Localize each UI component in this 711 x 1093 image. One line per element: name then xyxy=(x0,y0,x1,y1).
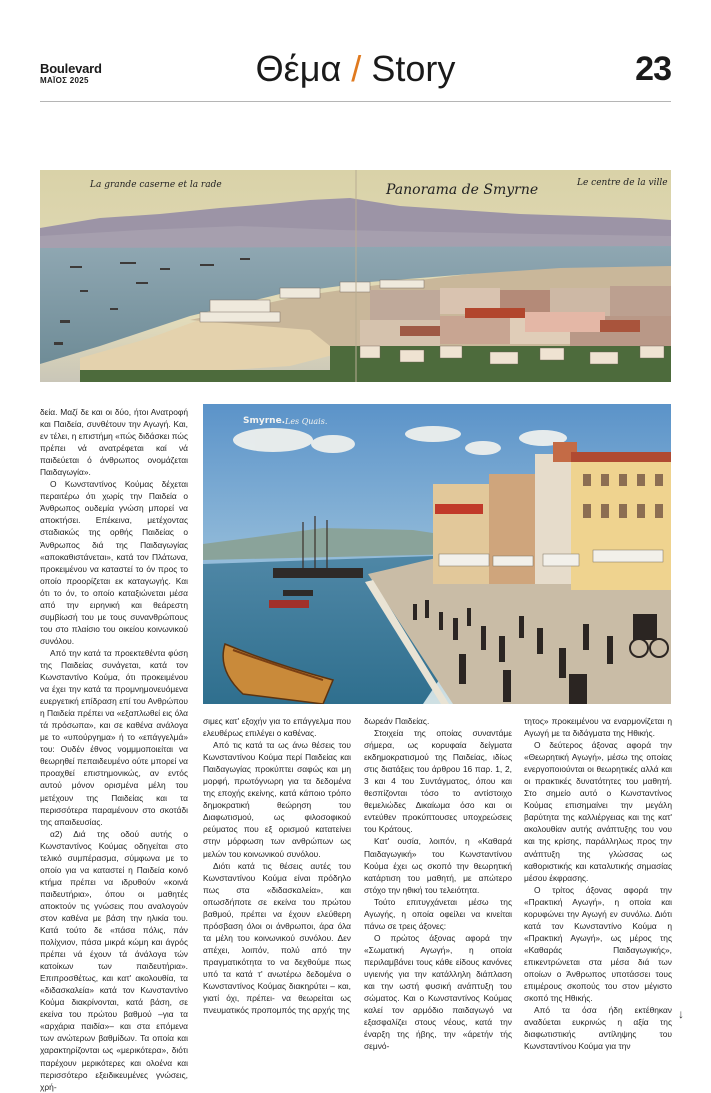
paragraph: τητος» προκειμένου να εναρμονίζεται η Αγωγή με τα διδάγματα της Ηθικής. xyxy=(524,716,672,739)
page-number: 23 xyxy=(635,50,671,88)
panorama-postcard-image xyxy=(40,170,671,382)
paragraph: Τούτο επιτυγχάνεται μέσω της Αγωγής, η οποία οφείλει να κινείται πάνω σε τρεις άξονες: xyxy=(364,896,512,931)
magazine-brand: Boulevard xyxy=(40,61,102,76)
paragraph: Ο δεύτερος άξονας αφορά την «Θεωρητική Αγωγή», μέσω της οποίας ενεργοποιούνται οι θεωρητικές αλλά και οι πρακτικές δυνατότητες του μαθητή. Στο σημείο αυτό ο Κωνσταντίνος Κούμας επισημαίνει την μεγάλη βαρύτητα της καλλιέργειας και της κατ' ακολουθίαν αυτής ανάπτυξης του νου και της κρίσης, παράλληλως προς την ανάπτυξη της γλώσσας ως καθοριστικής και καταλυτικής σημασίας μέσου έκφρασης. xyxy=(524,740,672,883)
article-column-1 xyxy=(40,406,188,1093)
paragraph: Ο Κωνσταντίνος Κούμας δέχεται περαιτέρω ότι χωρίς την Παιδεία ο Άνθρωπος ουδεμία γνώση μπορεί να αποκτήσει. Επέκεινα, μετέχοντας σταδιακώς της ορθής Παιδείας ο Άνθρωπος διά της Παιδαγωγίας «αποκαθιστάνεται», κατά τον Πλάτωνα, προκειμένου να καταστεί το όν προς το οποίο προορίζεται εκ καταγωγής. Και ότι το όν, το οποίο καταξιώνεται μέσα από την ειρηνική και θεάρεστη συμβίωσή του με τους συνανθρώπους του στο πλαίσιο του οικείου κοινωνικού συνόλου. xyxy=(40,479,188,646)
page-header xyxy=(0,0,711,100)
paragraph: σιμες κατ' εξοχήν για το επάγγελμα που ελευθέρως επιλέγει ο καθένας. xyxy=(203,716,351,739)
article-column-3 xyxy=(364,715,512,1052)
paragraph: α2) Διά της οδού αυτής ο Κωνσταντίνος Κούμας οδηγείται στο τελικό συμπέρασμα, σύμφωνα με το οποίο για να καταστεί η Παιδεία κοινό κτήμα πρέπει να ιδρυθούν «κοινά παιδευτήρια», όπου οι μαθητές αποκτούν τις γνώσεις που αναλογούν στον καθένα με βάση την ηλικία του. Κατά τούτο δε «πάσα πόλις, πάν πολίχνιον, πάσα μικρά κώμη και άγρός πρέπει νά έχουν τά άνάλογα τών κατοίκων των παιδευτήρια». Επιπροσθέτως, και κατ' ακολουθία, τα «διδασκαλεία» κατά τον Κωνσταντίνο Κούμα διακρίνονται, κατά βάση, σε εκείνα του πρώτου βαθμού –για τα «αρχάρια παιδία»– και στα επόμενα των ανώτερων βαθμίδων. Τα οποία και χαρακτηρίζονται ως «μερικότερα», διότι παρέχουν μερικότερες και ολοένα και περισσότερο εξειδικευμένες γνώσεις, χρή- xyxy=(40,828,188,1092)
paragraph: Από την κατά τα προεκτεθέντα φύση της Παιδείας συνάγεται, κατά τον Κωνσταντίνο Κούμα, ότι προκειμένου να έχει την κατά τα προμνημονευόμενα ευεργετική επίδραση επί του Ανθρώπου η Παιδεία πρέπει να «εξαπλωθεί εις όλα τά πρόσωπα», και σε καθένα ανάλογα με το «υπούργημα» ή το «επάγγελμά» του: Ουδέν έθνος νομμμοποιείται να θεωρηθεί πεπαιδευμένο ούτε μπορεί να προαχθεί επιστημονικώς, αν εντός αυτού μόνον ορισμένα μέλη του μετέχουν της Παιδείας και τα περισσότερα παραμένουν στο σκοτάδι της απαιδευσίας. xyxy=(40,647,188,827)
panorama-left-caption: La grande caserne et la rade xyxy=(90,180,222,190)
paragraph: Κατ' ουσία, λοιπόν, η «Καθαρά Παιδαγωγική» του Κωνσταντίνου Κούμα έχει ως σκοπό την θεωρητική κατάρτιση του μαθητή, με απώτερο στόχο την ηθική του τελειότητα. xyxy=(364,836,512,895)
header-divider xyxy=(40,101,671,102)
quays-postcard-image xyxy=(203,404,671,704)
section-title xyxy=(0,48,711,90)
quays-caption-city: Smyrne. xyxy=(243,416,286,426)
paragraph: Ο πρώτος άξονας αφορά την «Σωματική Αγωγή», η οποία περιλαμβάνει τους κάθε είδους κανόνες υγιεινής για την κατάλληλη διάπλαση και την ωστή φυσική ανάπτυξη του σώματος. Και ο Κωνσταντίνος Κούμας καλεί τον αρμόδιο παιδαγωγό να εξασφαλίζει στους νέους, κατά την έναρξη της ήβης, την «άρετήν τής σεμνό- xyxy=(364,932,512,1052)
paragraph: Από τις κατά τα ως άνω θέσεις του Κωνσταντίνου Κούμα περί Παιδείας και Παιδαγωγίας προκύπτει σαφώς και μη μορφή, πρωτόγνωρη για τα δεδομένα της εποχής εκείνης, κατά κάποιο τρόπο δημοκρατική θεώρηση του Διαφωτισμού, ως φιλοσοφικού ρεύματος που εξ ορισμού κατατείνει στην μόρφωση των ανθρώπων ως μελών του κοινωνικού συνόλου. xyxy=(203,740,351,859)
section-greek: Θέμα xyxy=(255,48,342,89)
panorama-illustration xyxy=(40,170,671,382)
paragraph: Διότι κατά τις θέσεις αυτές του Κωνσταντίνου Κούμα είναι πρόδηλο πως στα «διδασκαλεία», και οπωσδήποτε σε εκείνα του πρώτου βαθμού, πρέπει να έχουν ελεύθερη πρόσβαση όλοι οι άνθρωποι, άρα όλα τα μέλη του κοινωνικού συνόλου. Δεν απέχει, λοιπόν, πολύ από την πραγματικότητα το να δεχθούμε πως υπό τα κατά τ' ανωτέρω δεδομένα ο Κωνσταντίνος Κούμας διακηρύτει – και, γιατί όχι, πρέπει- να θεωρείται ως πνευματικός προπομπός της αρχής της xyxy=(203,860,351,1016)
section-slash: / xyxy=(351,48,362,89)
paragraph: Ο τρίτος άξονας αφορά την «Πρακτική Αγωγή», η οποία και κορυφώνει την Αγωγή εν συνόλω. Διότι κατά τον Κωνσταντίνο Κούμα η «Πρακτική Αγωγή», ως μέρος της «Καθαράς Παιδαγωγικής», επικεντρώνεται στα μέσα διά των οποίων ο Άνθρωπος υποτάσσει τους επιμέρους σκοπούς του στον μέγιστο σκοπό της Ηθικής. xyxy=(524,884,672,1004)
paragraph: Στοιχεία της οποίας συναντάμε σήμερα, ως κορυφαία δείγματα εκδημοκρατισμού της Παιδείας, ιδίως στις διατάξεις του άρθρου 16 παρ. 1, 2, 3 και 4 του Συντάγματος, όπου και θεσπίζονται τόσο το αντίστοιχο θεμελιώδες Δικαίωμα όσο και οι εντεύθεν προκύπτουσες υποχρεώσεις του Κράτους. xyxy=(364,728,512,835)
paragraph: δεία. Μαζί δε και οι δύο, ήτοι Ανατροφή και Παιδεία, συνθέτουν την Αγωγή. Και, εν τέλει, η επιστήμη «πώς διδάσκει πώς πρέπει νά ανατρέφεται καί νά παιδεύεται ό άνθρωπος ονομάζεται Παιδαγωγία». xyxy=(40,407,188,478)
paragraph: δωρεάν Παιδείας. xyxy=(364,716,430,726)
panorama-title: Panorama de Smyrne xyxy=(386,182,539,198)
continue-arrow-icon: ↓ xyxy=(678,1007,684,1021)
quays-illustration xyxy=(203,404,671,704)
section-english: Story xyxy=(371,48,456,89)
issue-date: ΜΑΪΟΣ 2025 xyxy=(40,76,89,85)
article-column-4 xyxy=(524,715,672,1052)
paragraph: Από τα όσα ήδη εκτέθηκαν αναδύεται ευκρινώς η αξία της διαφωτιστικής αντίληψης του Κωνσταντίνου Κούμα για την xyxy=(524,1005,672,1052)
panorama-right-caption: Le centre de la ville xyxy=(577,178,668,188)
article-column-2 xyxy=(203,715,351,1016)
quays-caption-place: Les Quais. xyxy=(285,417,328,426)
